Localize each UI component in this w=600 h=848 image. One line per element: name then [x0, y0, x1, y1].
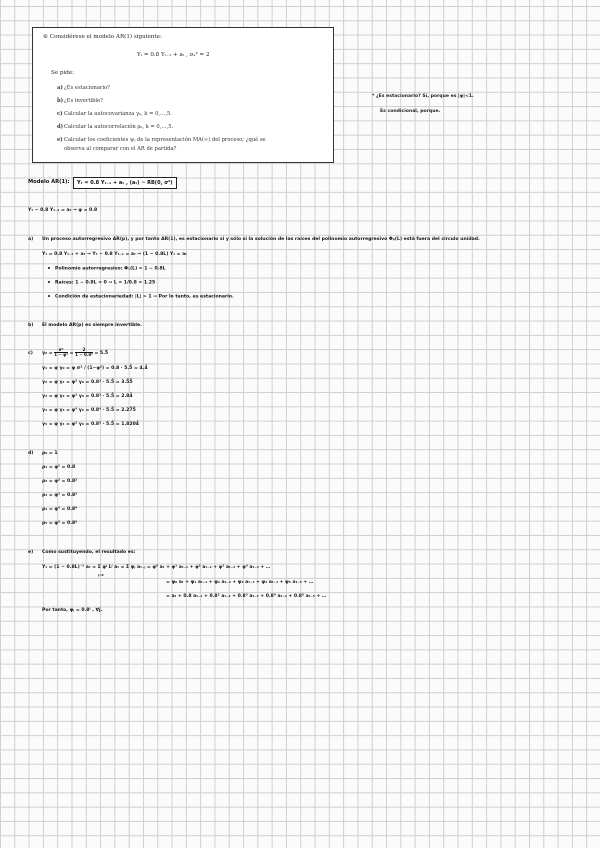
exercise-statement-box	[32, 27, 334, 163]
statement-item-c: c)Calcular la autocovarianza γₖ, k = 0,…,5.	[57, 111, 172, 117]
statement-ask-header: Se pide:	[51, 70, 75, 76]
statement-item-d: d)Calcular la autocorrelación ρₖ, k = 0,…,5.	[57, 124, 174, 130]
part-a-text: Un proceso autorregresivo AR(p), y por tanto AR(1), es estacionario si y sólo si la solución de las raíces del polinomio autorregresivo Φₚ(L) está fuera del círculo unidad.	[42, 237, 480, 242]
part-a-label: a)	[28, 237, 34, 242]
part-e-text: Como sustituyendo, el resultado es:	[42, 550, 136, 555]
statement-item-a: a)¿Es estacionario?	[57, 85, 110, 91]
gamma0-fraction-2: $\frac{2}{\text{1 − 0.8²}}$	[75, 347, 93, 358]
gamma4-line: γ₄ = φ γ₃ = φ⁴ γ₀ = 0.8⁴ · 5.5̂ = 2.27̂5̂	[42, 408, 136, 413]
side-note-line-1: * ¿Es estacionario? Sí, porque es |φ|<1.	[372, 94, 474, 99]
part-e-label: e)	[28, 550, 34, 555]
phi-equation: Yₜ − 0.8 Yₜ₋₁ = aₜ ⇒ φ = 0.8	[28, 208, 98, 213]
part-a-equation: Yₜ = 0.8 Yₜ₋₁ + aₜ ⇒ Yₜ − 0.8 Yₜ₋₁ = aₜ ⇒ (1 − 0.8L) Yₜ = aₜ	[42, 252, 187, 257]
sum-subscript: j=0	[98, 573, 104, 577]
model-label: Modelo AR(1):	[28, 179, 70, 185]
part-b-label: b)	[28, 323, 34, 328]
part-a-bullet-3: Condición de estacionariedad: |L| > 1 ⇒ Por lo tanto, es estacionario.	[48, 295, 234, 300]
rho1-line: ρ₁ = φ¹ = 0.8	[42, 465, 76, 470]
statement-item-e-cont: observa al comparar con el AR de partida?	[64, 146, 177, 152]
gamma3-line: γ₃ = φ γ₂ = φ³ γ₀ = 0.8³ · 5.5̂ = 2.84̂	[42, 394, 133, 399]
part-a-bullet-1: Polinomio autorregresivo: Φ₁(L) = 1 − 0.8L	[48, 267, 166, 272]
statement-item-b: b)¿Es invertible?	[57, 98, 103, 104]
part-e-equation-1: Yₜ = (1 − 0.8L)⁻¹ aₜ = Σ φʲ Lʲ aₜ = Σ ψⱼ aₜ₋ⱼ = φ⁰ aₜ + φ¹ aₜ₋₁ + φ² aₜ₋₂ + φ³ aₜ₋₃ + φ⁴ aₜ₋₄ + …	[42, 565, 271, 570]
part-d-label: d)	[28, 451, 34, 456]
rho4-line: ρ₄ = φ⁴ = 0.8⁴	[42, 507, 78, 512]
gamma1-line: γ₁ = φ γ₀ = φ σ² / (1−φ²) = 0.8 · 5.5̂ = 4.4̂	[42, 366, 148, 371]
gamma5-line: γ₅ = φ γ₄ = φ⁵ γ₀ = 0.8⁵ · 5.5̂ = 1.8204̂	[42, 422, 139, 427]
part-a-bullet-2: Raíces: 1 − 0.8L = 0 ⇒ L = 1/0.8 = 1.25	[48, 281, 155, 286]
part-c-label: c)	[28, 351, 33, 356]
part-e-equation-3: = aₜ + 0.8 aₜ₋₁ + 0.8² aₜ₋₂ + 0.8³ aₜ₋₃ + 0.8⁴ aₜ₋₄ + 0.8⁵ aₜ₋₅ + …	[166, 594, 327, 599]
rho0-line: ρ₀ = 1	[42, 451, 58, 456]
part-b-text: El modelo AR(p) es siempre invertible.	[42, 323, 142, 328]
side-note-line-2: Es condicional, porque.	[380, 109, 441, 114]
part-e-equation-2: = ψ₀ aₜ + ψ₁ aₜ₋₁ + ψ₂ aₜ₋₂ + ψ₃ aₜ₋₃ + ψ₄ aₜ₋₄ + ψ₅ aₜ₋₅ + …	[166, 580, 314, 585]
gamma0-fraction-1: $\frac{\text{σ²}}{\text{1 − φ²}}$	[54, 347, 69, 358]
statement-model: Yₜ = 0.8 Yₜ₋₁ + aₜ , σₐ² = 2	[137, 52, 210, 58]
rho2-line: ρ₂ = φ² = 0.8²	[42, 479, 78, 484]
gamma2-line: γ₂ = φ γ₁ = φ² γ₀ = 0.8² · 5.5̂ = 3.5̂5̂	[42, 380, 133, 385]
statement-item-e: e)Calcular los coeficientes ψⱼ de la representación MA(∞) del proceso; ¿qué se	[57, 137, 266, 143]
part-e-conclusion: Por tanto, ψⱼ = 0.8ʲ , ∀j.	[42, 608, 103, 613]
model-boxed-equation: Yₜ = 0.8 Yₜ₋₁ + aₜ , (aₜ) ~ RB(0, σ²)	[73, 177, 177, 189]
statement-intro: ⑥ Considérese el modelo AR(1) siguiente:	[43, 34, 162, 40]
rho3-line: ρ₃ = φ³ = 0.8³	[42, 493, 78, 498]
gamma0-equation: γ₀ = $\frac{\text{σ²}}{\text{1 − φ²}}$ = $\frac{2}{\text{1 − 0.8²}}$ = 5.5̂	[42, 347, 109, 358]
rho5-line: ρ₅ = φ⁵ = 0.8⁵	[42, 521, 78, 526]
